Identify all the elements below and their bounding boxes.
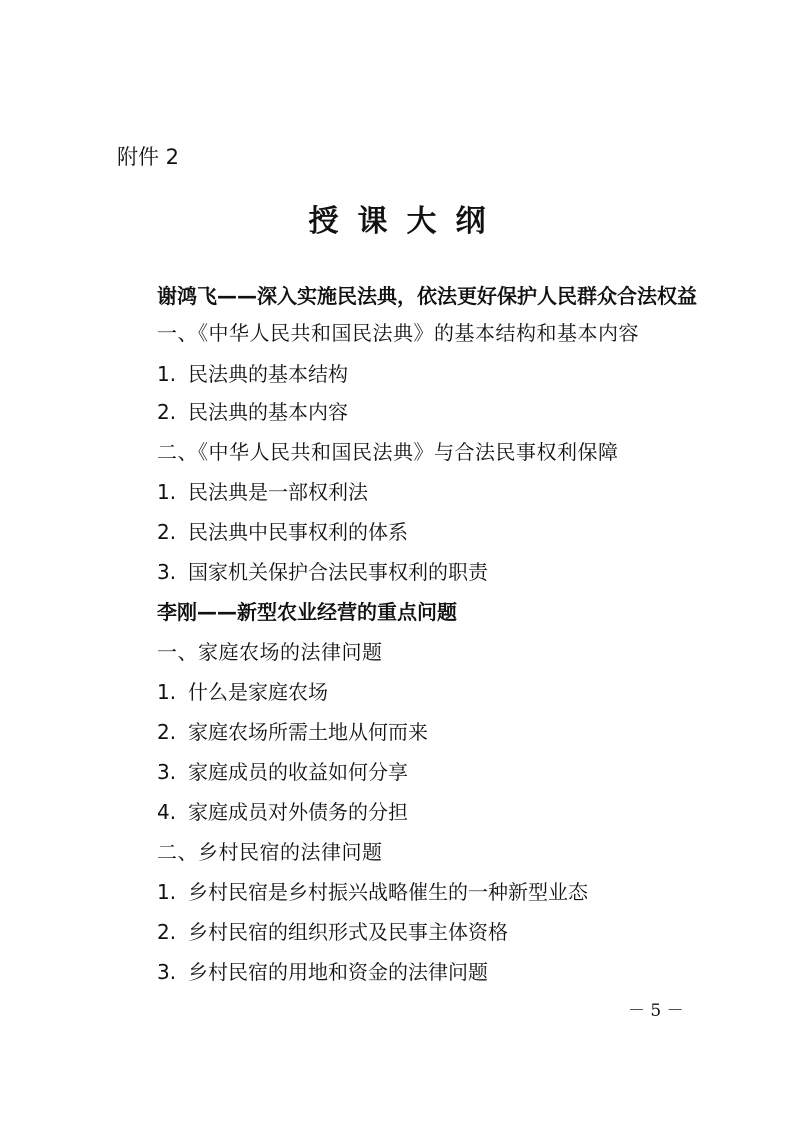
list-item xyxy=(157,919,508,945)
list-item xyxy=(157,799,408,825)
item-text: 乡村民宿的组织形式及民事主体资格 xyxy=(188,920,508,944)
list-item xyxy=(157,399,348,425)
section-title: 二、乡村民宿的法律问题 xyxy=(157,840,383,864)
item-number: 2. xyxy=(157,400,177,424)
item-text: 民法典的基本内容 xyxy=(188,400,348,424)
item-text: 民法典的基本结构 xyxy=(188,362,348,386)
list-item xyxy=(157,719,428,745)
item-number: 3. xyxy=(157,560,177,584)
attachment-label: 附件 2 xyxy=(117,145,180,169)
section-title: 二、《中华人民共和国民法典》与合法民事权利保障 xyxy=(157,440,619,464)
page-number: － 5 － xyxy=(628,1001,684,1021)
list-item xyxy=(157,959,488,985)
item-number: 1. xyxy=(157,680,177,704)
item-number: 2. xyxy=(157,520,177,544)
item-text: 乡村民宿的用地和资金的法律问题 xyxy=(188,960,488,984)
item-text: 国家机关保护合法民事权利的职责 xyxy=(188,560,488,584)
item-number: 1. xyxy=(157,480,177,504)
list-item xyxy=(157,519,408,545)
item-text: 家庭农场所需土地从何而来 xyxy=(188,720,428,744)
item-text: 家庭成员对外债务的分担 xyxy=(188,800,408,824)
list-item xyxy=(157,679,328,705)
section-title: 一、《中华人民共和国民法典》的基本结构和基本内容 xyxy=(157,321,639,345)
item-number: 3. xyxy=(157,960,177,984)
item-number: 3. xyxy=(157,760,177,784)
item-number: 2. xyxy=(157,920,177,944)
list-item xyxy=(157,559,488,585)
course-heading: 李刚——新型农业经营的重点问题 xyxy=(157,600,457,624)
section-title: 一、家庭农场的法律问题 xyxy=(157,640,383,664)
item-text: 家庭成员的收益如何分享 xyxy=(188,760,408,784)
list-item xyxy=(157,879,588,905)
list-item xyxy=(157,759,408,785)
item-number: 4. xyxy=(157,800,177,824)
list-item xyxy=(157,479,368,505)
item-text: 什么是家庭农场 xyxy=(188,680,328,704)
item-number: 1. xyxy=(157,362,177,386)
list-item xyxy=(157,361,348,387)
course-heading: 谢鸿飞——深入实施民法典，依法更好保护人民群众合法权益 xyxy=(157,284,697,308)
item-number: 2. xyxy=(157,720,177,744)
document-title: 授课大纲 xyxy=(308,204,505,239)
item-text: 民法典是一部权利法 xyxy=(188,480,368,504)
item-text: 民法典中民事权利的体系 xyxy=(188,520,408,544)
item-text: 乡村民宿是乡村振兴战略催生的一种新型业态 xyxy=(188,880,588,904)
item-number: 1. xyxy=(157,880,177,904)
